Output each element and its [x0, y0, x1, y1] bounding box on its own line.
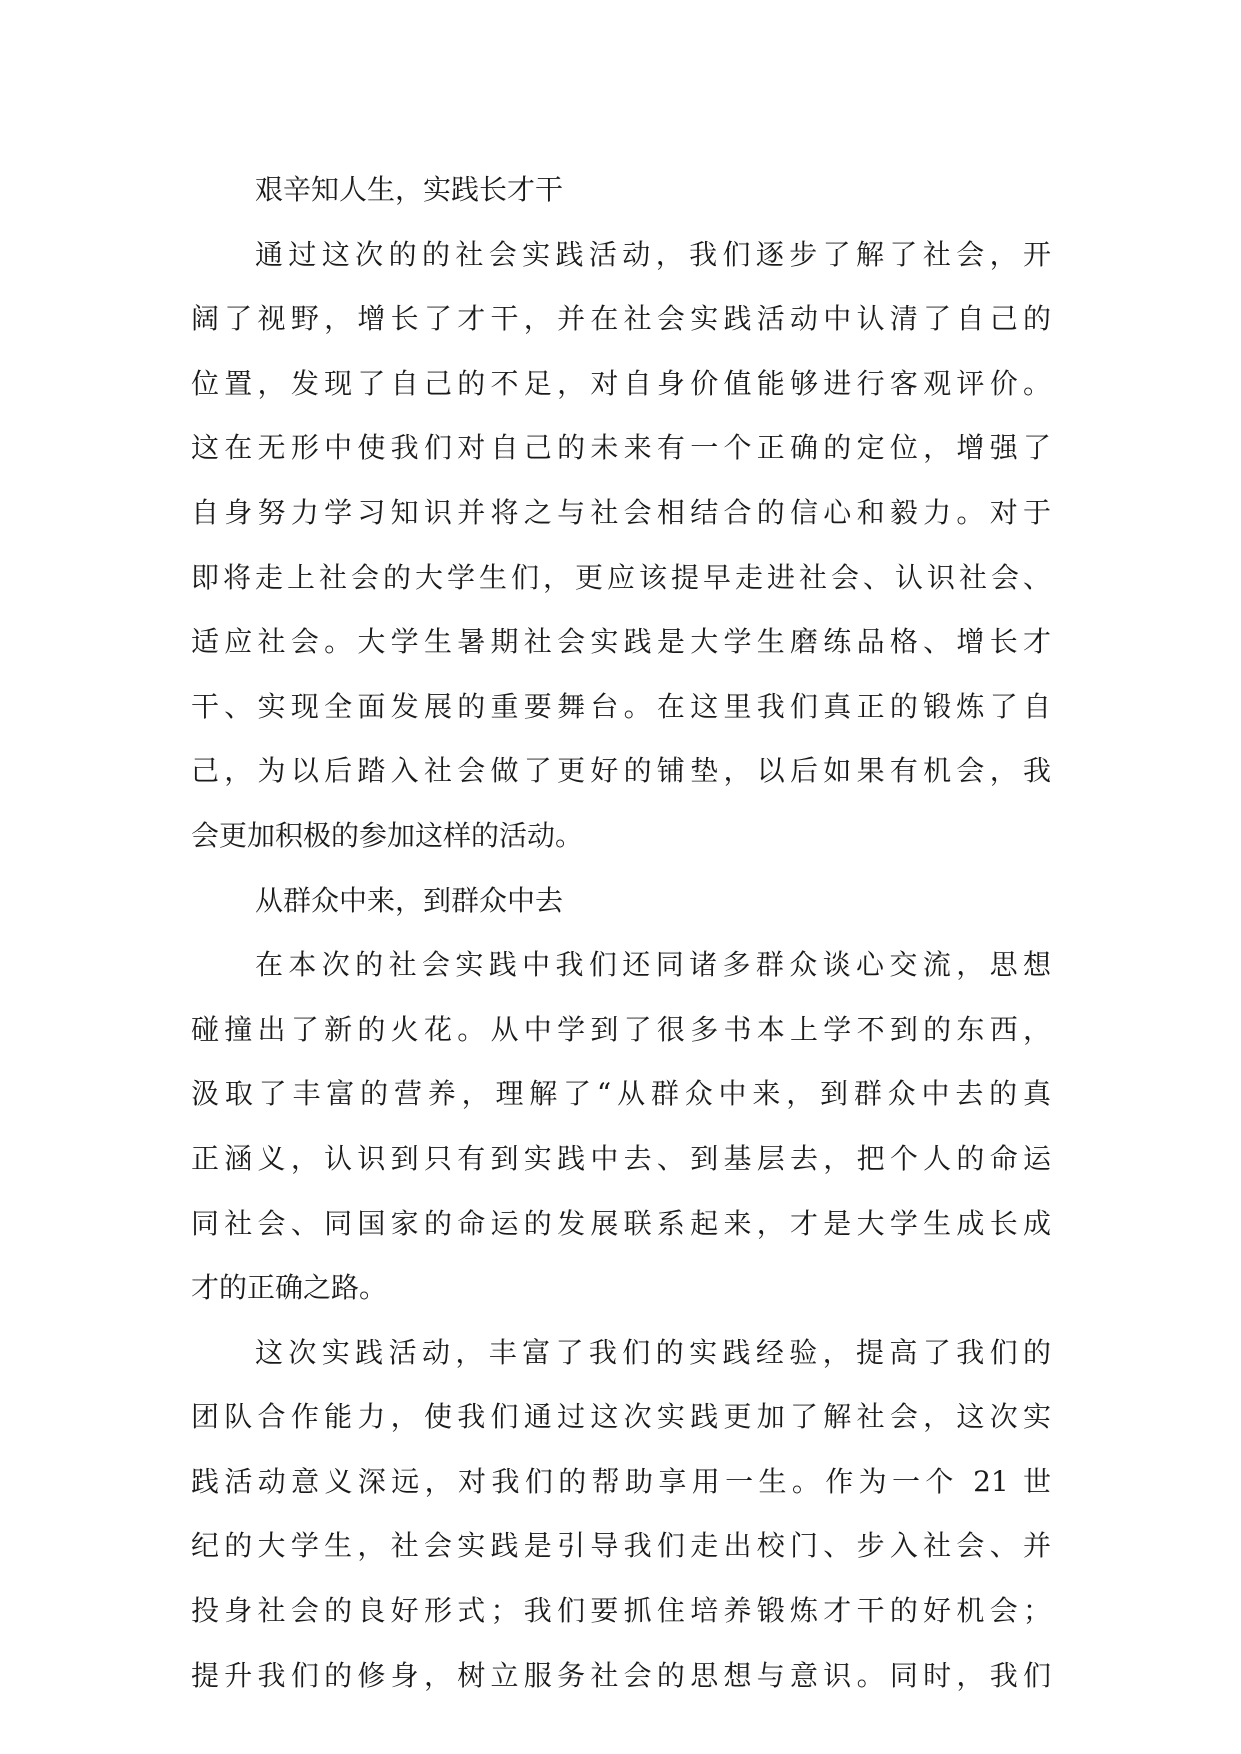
paragraph-line: 干、实现全面发展的重要舞台。在这里我们真正的锻炼了自: [191, 689, 1051, 723]
body-paragraph: [191, 933, 1051, 1321]
document-body: [191, 158, 1051, 1708]
paragraph-line: 纪的大学生，社会实践是引导我们走出校门、步入社会、并: [191, 1529, 1051, 1563]
paragraph-line: 在本次的社会实践中我们还同诸多群众谈心交流，思想: [255, 948, 1051, 982]
heading-line: 从群众中来，到群众中去: [255, 883, 564, 917]
paragraph-line: 投身社会的良好形式；我们要抓住培养锻炼才干的好机会；: [191, 1594, 1051, 1628]
paragraph-line: 即将走上社会的大学生们，更应该提早走进社会、认识社会、: [191, 560, 1051, 594]
paragraph-line: 位置，发现了自己的不足，对自身价值能够进行客观评价。: [191, 366, 1051, 400]
paragraph-line: 自身努力学习知识并将之与社会相结合的信心和毅力。对于: [191, 495, 1051, 529]
paragraph-line: 正涵义，认识到只有到实践中去、到基层去，把个人的命运: [191, 1141, 1051, 1175]
paragraph-line: 汲取了丰富的营养，理解了“从群众中来，到群众中去的真: [191, 1077, 1051, 1111]
heading-paragraph: [191, 158, 1051, 223]
paragraph-line: 这在无形中使我们对自己的未来有一个正确的定位，增强了: [191, 431, 1051, 465]
paragraph-line: 团队合作能力，使我们通过这次实践更加了解社会，这次实: [191, 1400, 1051, 1434]
heading-line: 艰辛知人生，实践长才干: [255, 173, 564, 206]
paragraph-line: 提升我们的修身，树立服务社会的思想与意识。同时，我们: [191, 1658, 1051, 1692]
body-paragraph: [191, 1321, 1051, 1709]
paragraph-line: 会更加积极的参加这样的活动。: [191, 818, 584, 852]
paragraph-line: 才的正确之路。: [191, 1271, 388, 1305]
paragraph-line: 阔了视野，增长了才干，并在社会实践活动中认清了自己的: [191, 302, 1051, 336]
paragraph-line: 碰撞出了新的火花。从中学到了很多书本上学不到的东西，: [191, 1012, 1051, 1046]
paragraph-line: 通过这次的的社会实践活动，我们逐步了解了社会，开: [255, 237, 1051, 271]
body-paragraph: [191, 223, 1051, 869]
paragraph-line: 同社会、同国家的命运的发展联系起来，才是大学生成长成: [191, 1206, 1051, 1240]
paragraph-line: 践活动意义深远，对我们的帮助享用一生。作为一个 21 世: [191, 1464, 1051, 1498]
heading-paragraph: [191, 869, 1051, 934]
paragraph-line: 这次实践活动，丰富了我们的实践经验，提高了我们的: [255, 1335, 1051, 1369]
paragraph-line: 己，为以后踏入社会做了更好的铺垫，以后如果有机会，我: [191, 754, 1051, 788]
paragraph-line: 适应社会。大学生暑期社会实践是大学生磨练品格、增长才: [191, 625, 1051, 659]
